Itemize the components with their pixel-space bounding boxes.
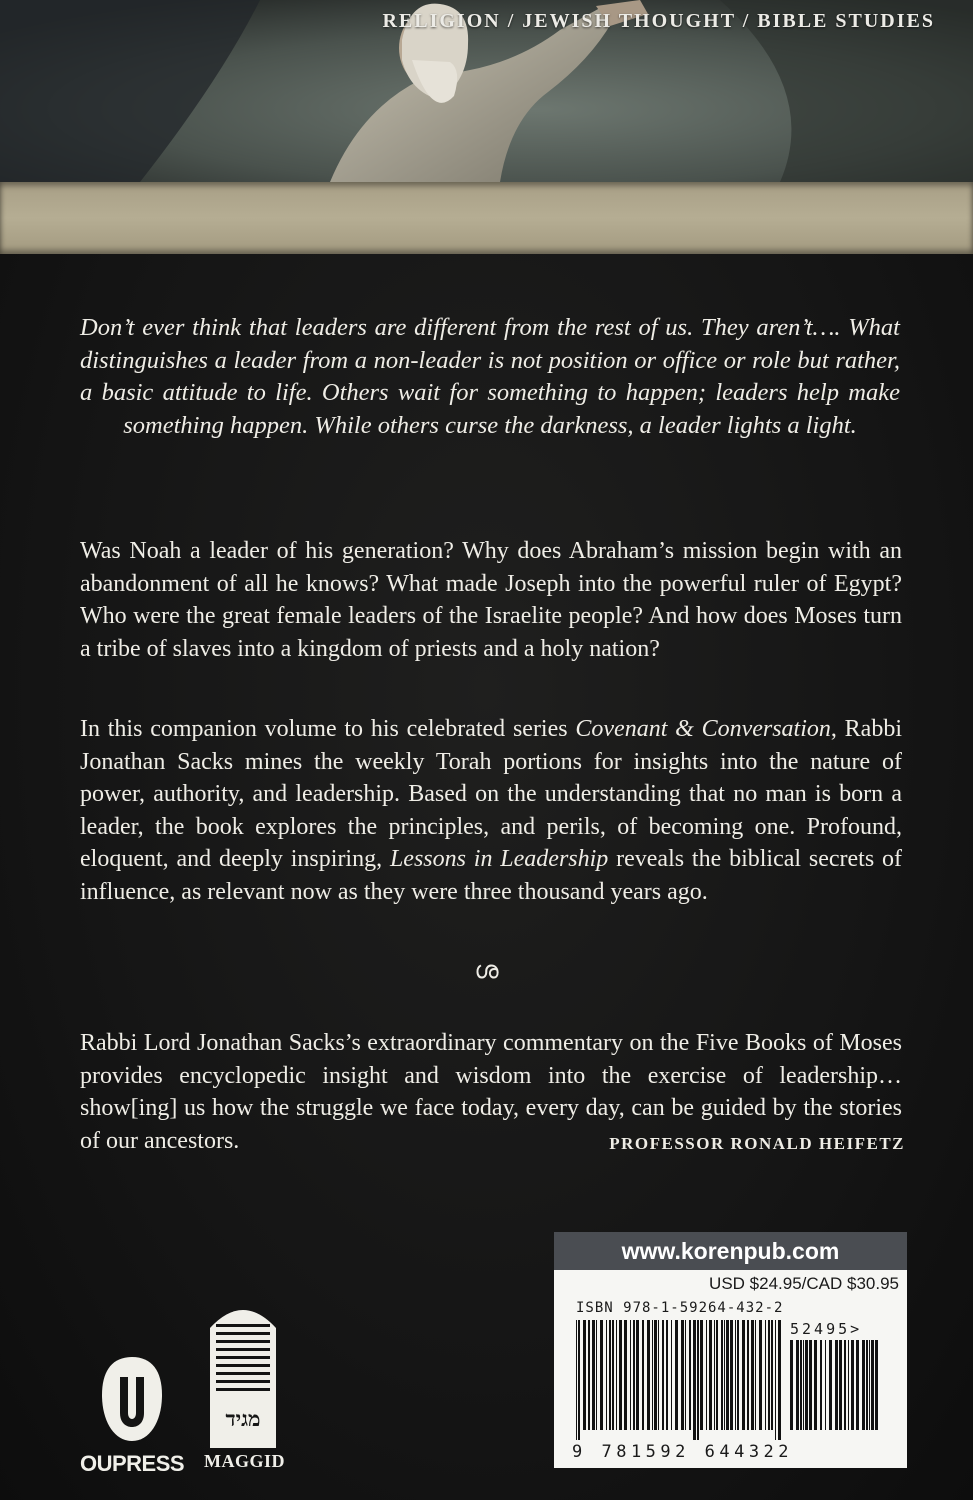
barcode-bar xyxy=(730,1320,733,1430)
barcode-bar xyxy=(839,1340,842,1430)
barcode-bar xyxy=(630,1320,631,1430)
barcode-bar xyxy=(803,1340,804,1430)
para2-text-b: , Rabbi Jonathan Sacks mines the weekly Torah portions for insights into the nature of power, authority, and leadership. Based on the understanding that no man is born a leader, the book explores the principles, and perils, of becoming one. Profound, eloquent, and deeply inspiring, xyxy=(80,716,903,872)
price-label: USD $24.95/CAD $30.95 xyxy=(709,1274,899,1293)
barcode-bar xyxy=(796,1340,799,1430)
barcode-bar xyxy=(609,1320,611,1430)
maggid-label: MAGGID xyxy=(204,1451,285,1471)
isbn-label: ISBN 978-1-59264-432-2 xyxy=(576,1300,784,1316)
ean-barcode xyxy=(576,1320,782,1440)
barcode-bar xyxy=(724,1320,725,1430)
decorative-band xyxy=(0,182,973,254)
ornament-divider-icon: ശ xyxy=(474,958,499,984)
painting-illustration xyxy=(0,0,973,182)
barcode-bar xyxy=(875,1340,878,1430)
addon-barcode xyxy=(790,1340,882,1440)
barcode-bar xyxy=(606,1320,607,1430)
barcode-bar xyxy=(856,1340,859,1430)
barcode-bar xyxy=(666,1320,668,1430)
barcode-bar xyxy=(747,1320,749,1430)
barcode-bar xyxy=(765,1320,766,1430)
barcode-bar xyxy=(662,1320,664,1430)
book-title: Lessons in Leadership xyxy=(389,846,609,872)
barcode-bar xyxy=(583,1320,586,1430)
ou-emblem-icon xyxy=(98,1355,166,1445)
barcode-bar xyxy=(642,1320,644,1430)
barcode-bar xyxy=(751,1320,754,1430)
barcode-bar xyxy=(636,1320,639,1430)
endorsement-author: PROFESSOR RONALD HEIFETZ xyxy=(609,1134,905,1153)
barcode-bar xyxy=(771,1320,773,1430)
maggid-logo xyxy=(204,1298,285,1478)
barcode-bar xyxy=(814,1340,817,1430)
barcode-bar xyxy=(866,1340,868,1430)
para2-text-a: In this companion volume to his celebrated series xyxy=(80,716,576,742)
price-code-label: 52495> xyxy=(790,1320,863,1338)
barcode-bar xyxy=(759,1320,762,1430)
ou-press-logo xyxy=(74,1355,190,1480)
barcode-bar xyxy=(829,1340,832,1430)
barcode-bar xyxy=(652,1320,653,1430)
barcode-bar xyxy=(721,1320,723,1430)
barcode-bar xyxy=(612,1320,614,1430)
barcode-bar xyxy=(714,1320,715,1430)
barcode-bar xyxy=(693,1320,696,1440)
barcode-bar xyxy=(742,1320,745,1430)
barcode-bar xyxy=(835,1340,838,1430)
category-label: RELIGION / JEWISH THOUGHT / BIBLE STUDIES xyxy=(382,10,935,32)
barcode-bar xyxy=(697,1320,699,1440)
barcode-bar xyxy=(755,1320,756,1430)
para2-text-c: reveals the biblical secrets of influence, as relevant now as they were three thousand years ago. xyxy=(80,846,903,905)
barcode-bar xyxy=(654,1320,657,1430)
barcode-bar xyxy=(658,1320,659,1430)
barcode-bar xyxy=(790,1340,793,1430)
barcode-bar xyxy=(716,1320,718,1430)
barcode-bar xyxy=(671,1320,672,1430)
endorsement-quote: Rabbi Lord Jonathan Sacks’s extraordinary commentary on the Five Books of Moses provides encyclopedic insight and wisdom into the exercise of leadership…show[ing] us how the struggle we face today, every day, can be guided by the stories of our ancestors. xyxy=(80,1030,902,1154)
barcode-bar xyxy=(592,1320,595,1430)
barcode-bar xyxy=(825,1340,826,1430)
barcode-bar xyxy=(709,1320,712,1430)
barcode-bar xyxy=(596,1320,597,1430)
barcode-bar xyxy=(647,1320,650,1430)
barcode-bar xyxy=(619,1320,622,1430)
barcode-bar xyxy=(633,1320,635,1430)
barcode-bar xyxy=(685,1320,686,1430)
series-title: Covenant & Conversation xyxy=(575,716,831,742)
barcode-bar xyxy=(735,1320,736,1430)
barcode-bar xyxy=(600,1320,603,1430)
barcode-bar xyxy=(805,1340,808,1430)
barcode-bar xyxy=(675,1320,678,1430)
barcode-bar xyxy=(689,1320,691,1430)
description-paragraph-2 xyxy=(80,713,902,908)
barcode-bar xyxy=(578,1320,580,1440)
barcode-bar xyxy=(706,1320,707,1430)
barcode-bar xyxy=(844,1340,846,1430)
barcode-bar xyxy=(726,1320,729,1430)
barcode-bar xyxy=(848,1340,849,1430)
barcode-bar xyxy=(778,1320,781,1440)
pull-quote: Don’t ever think that leaders are different from the rest of us. They aren’t…. What distinguishes a leader from a non-leader is not position or office or role but rather, a basic attitude to life. Others wait for something to happen; leaders help make something happen. While others curse the darkness, a leader lights a light. xyxy=(80,314,900,439)
barcode-bar xyxy=(869,1340,870,1430)
barcode-bar xyxy=(809,1340,812,1430)
maggid-hebrew-label: מגיד xyxy=(225,1406,261,1431)
barcode-bar xyxy=(588,1320,590,1430)
barcode-bar xyxy=(871,1340,874,1430)
barcode-bar xyxy=(616,1320,617,1430)
ean-digits: 9 781592 644322 xyxy=(572,1442,794,1462)
publisher-url: www.korenpub.com xyxy=(554,1232,907,1270)
barcode-bar xyxy=(851,1340,854,1430)
barcode-bar xyxy=(775,1320,776,1440)
barcode-bar xyxy=(700,1320,703,1430)
description-paragraph-1: Was Noah a leader of his generation? Why does Abraham’s mission begin with an abandonment of all he knows? What made Joseph into the powerful ruler of Egypt? Who were the great female leaders of the Israelite people? And how does Moses turn a tribe of slaves into a kingdom of priests and a holy nation? xyxy=(80,538,902,662)
barcode-bar xyxy=(768,1320,770,1430)
ou-press-label: OUPRESS xyxy=(79,1451,185,1476)
barcode-bar xyxy=(820,1340,822,1430)
barcode-bar xyxy=(800,1340,802,1430)
barcode-block xyxy=(554,1232,907,1468)
barcode-bar xyxy=(624,1320,627,1430)
barcode-bar xyxy=(737,1320,739,1430)
barcode-bar xyxy=(681,1320,684,1430)
barcode-bar xyxy=(576,1320,577,1440)
barcode-bar xyxy=(862,1340,865,1430)
